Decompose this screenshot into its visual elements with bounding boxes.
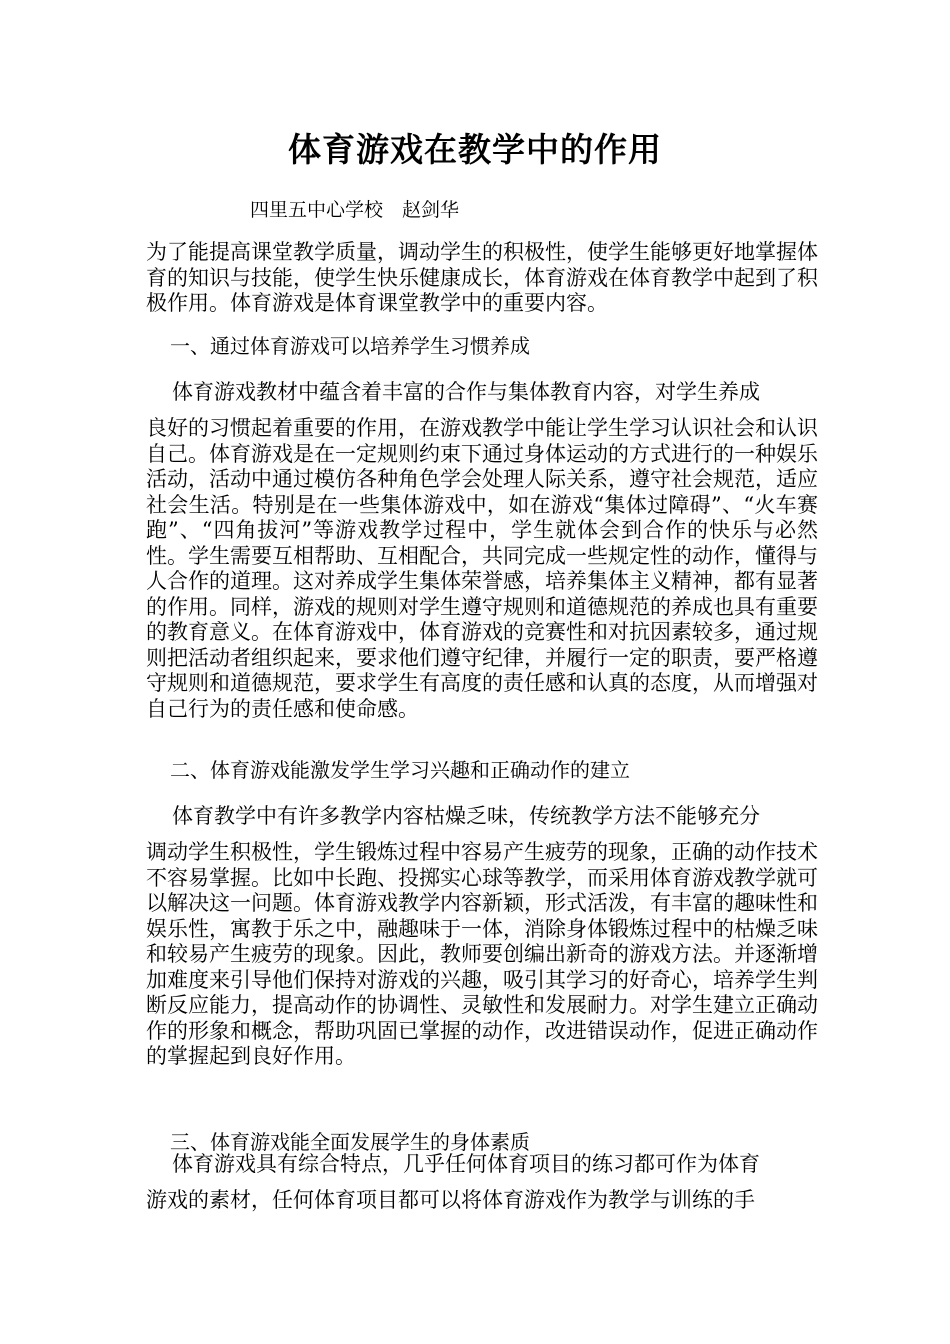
- section-3-lead-line: 体育游戏具有综合特点，几乎任何体育项目的练习都可作为体育: [172, 1152, 760, 1176]
- section-2-paragraph: 调动学生积极性，学生锻炼过程中容易产生疲劳的现象，正确的动作技术不容易掌握。比如中长跑、投掷实心球等教学，而采用体育游戏教学就可以解决这一问题。体育游戏教学内容新颖，形式活泼，有丰富的趣味性和娱乐性，寓教于乐之中，融趣味于一体，消除身体锻炼过程中的枯燥乏味和较易产生疲劳的现象。因此，教师要创编出新奇的游戏方法。并逐渐增加难度来引导他们保持对游戏的兴趣，吸引其学习的好奇心，培养学生判断反应能力，提高动作的协调性、灵敏性和发展耐力。对学生建立正确动作的形象和概念，帮助巩固已掌握的动作，改进错误动作，促进正确动作的掌握起到良好作用。: [146, 840, 818, 1068]
- document-title: 体育游戏在教学中的作用: [288, 130, 662, 169]
- author-line: 四里五中心学校 赵剑华: [250, 199, 460, 221]
- section-heading-1: 一、通过体育游戏可以培养学生习惯养成: [170, 334, 530, 358]
- intro-paragraph: 为了能提高课堂教学质量，调动学生的积极性，使学生能够更好地掌握体育的知识与技能，使学生快乐健康成长，体育游戏在体育教学中起到了积极作用。体育游戏是体育课堂教学中的重要内容。: [146, 240, 818, 315]
- section-1-paragraph: 良好的习惯起着重要的作用，在游戏教学中能让学生学习认识社会和认识自己。体育游戏是在一定规则约束下通过身体运动的方式进行的一种娱乐活动，活动中通过模仿各种角色学会处理人际关系，遵守社会规范，适应社会生活。特别是在一些集体游戏中，如在游戏“集体过障碍”、“火车赛跑”、“四角拔河”等游戏教学过程中，学生就体会到合作的快乐与必然性。学生需要互相帮助、互相配合，共同完成一些规定性的动作，懂得与人合作的道理。这对养成学生集体荣誉感，培养集体主义精神，都有显著的作用。同样，游戏的规则对学生遵守规则和道德规范的养成也具有重要的教育意义。在体育游戏中，体育游戏的竞赛性和对抗因素较多，通过规则把活动者组织起来，要求他们遵守纪律，并履行一定的职责，要严格遵守规则和道德规范，要求学生有高度的责任感和认真的态度，从而增强对自己行为的责任感和使命感。: [146, 416, 818, 721]
- section-1-lead-line: 体育游戏教材中蕴含着丰富的合作与集体教育内容，对学生养成: [172, 380, 760, 404]
- section-2-lead-line: 体育教学中有许多教学内容枯燥乏味，传统教学方法不能够充分: [172, 804, 760, 828]
- section-3-paragraph: 游戏的素材，任何体育项目都可以将体育游戏作为教学与训练的手: [146, 1188, 755, 1212]
- section-heading-3: 三、体育游戏能全面发展学生的身体素质: [170, 1130, 530, 1154]
- section-heading-2: 二、体育游戏能激发学生学习兴趣和正确动作的建立: [170, 758, 630, 782]
